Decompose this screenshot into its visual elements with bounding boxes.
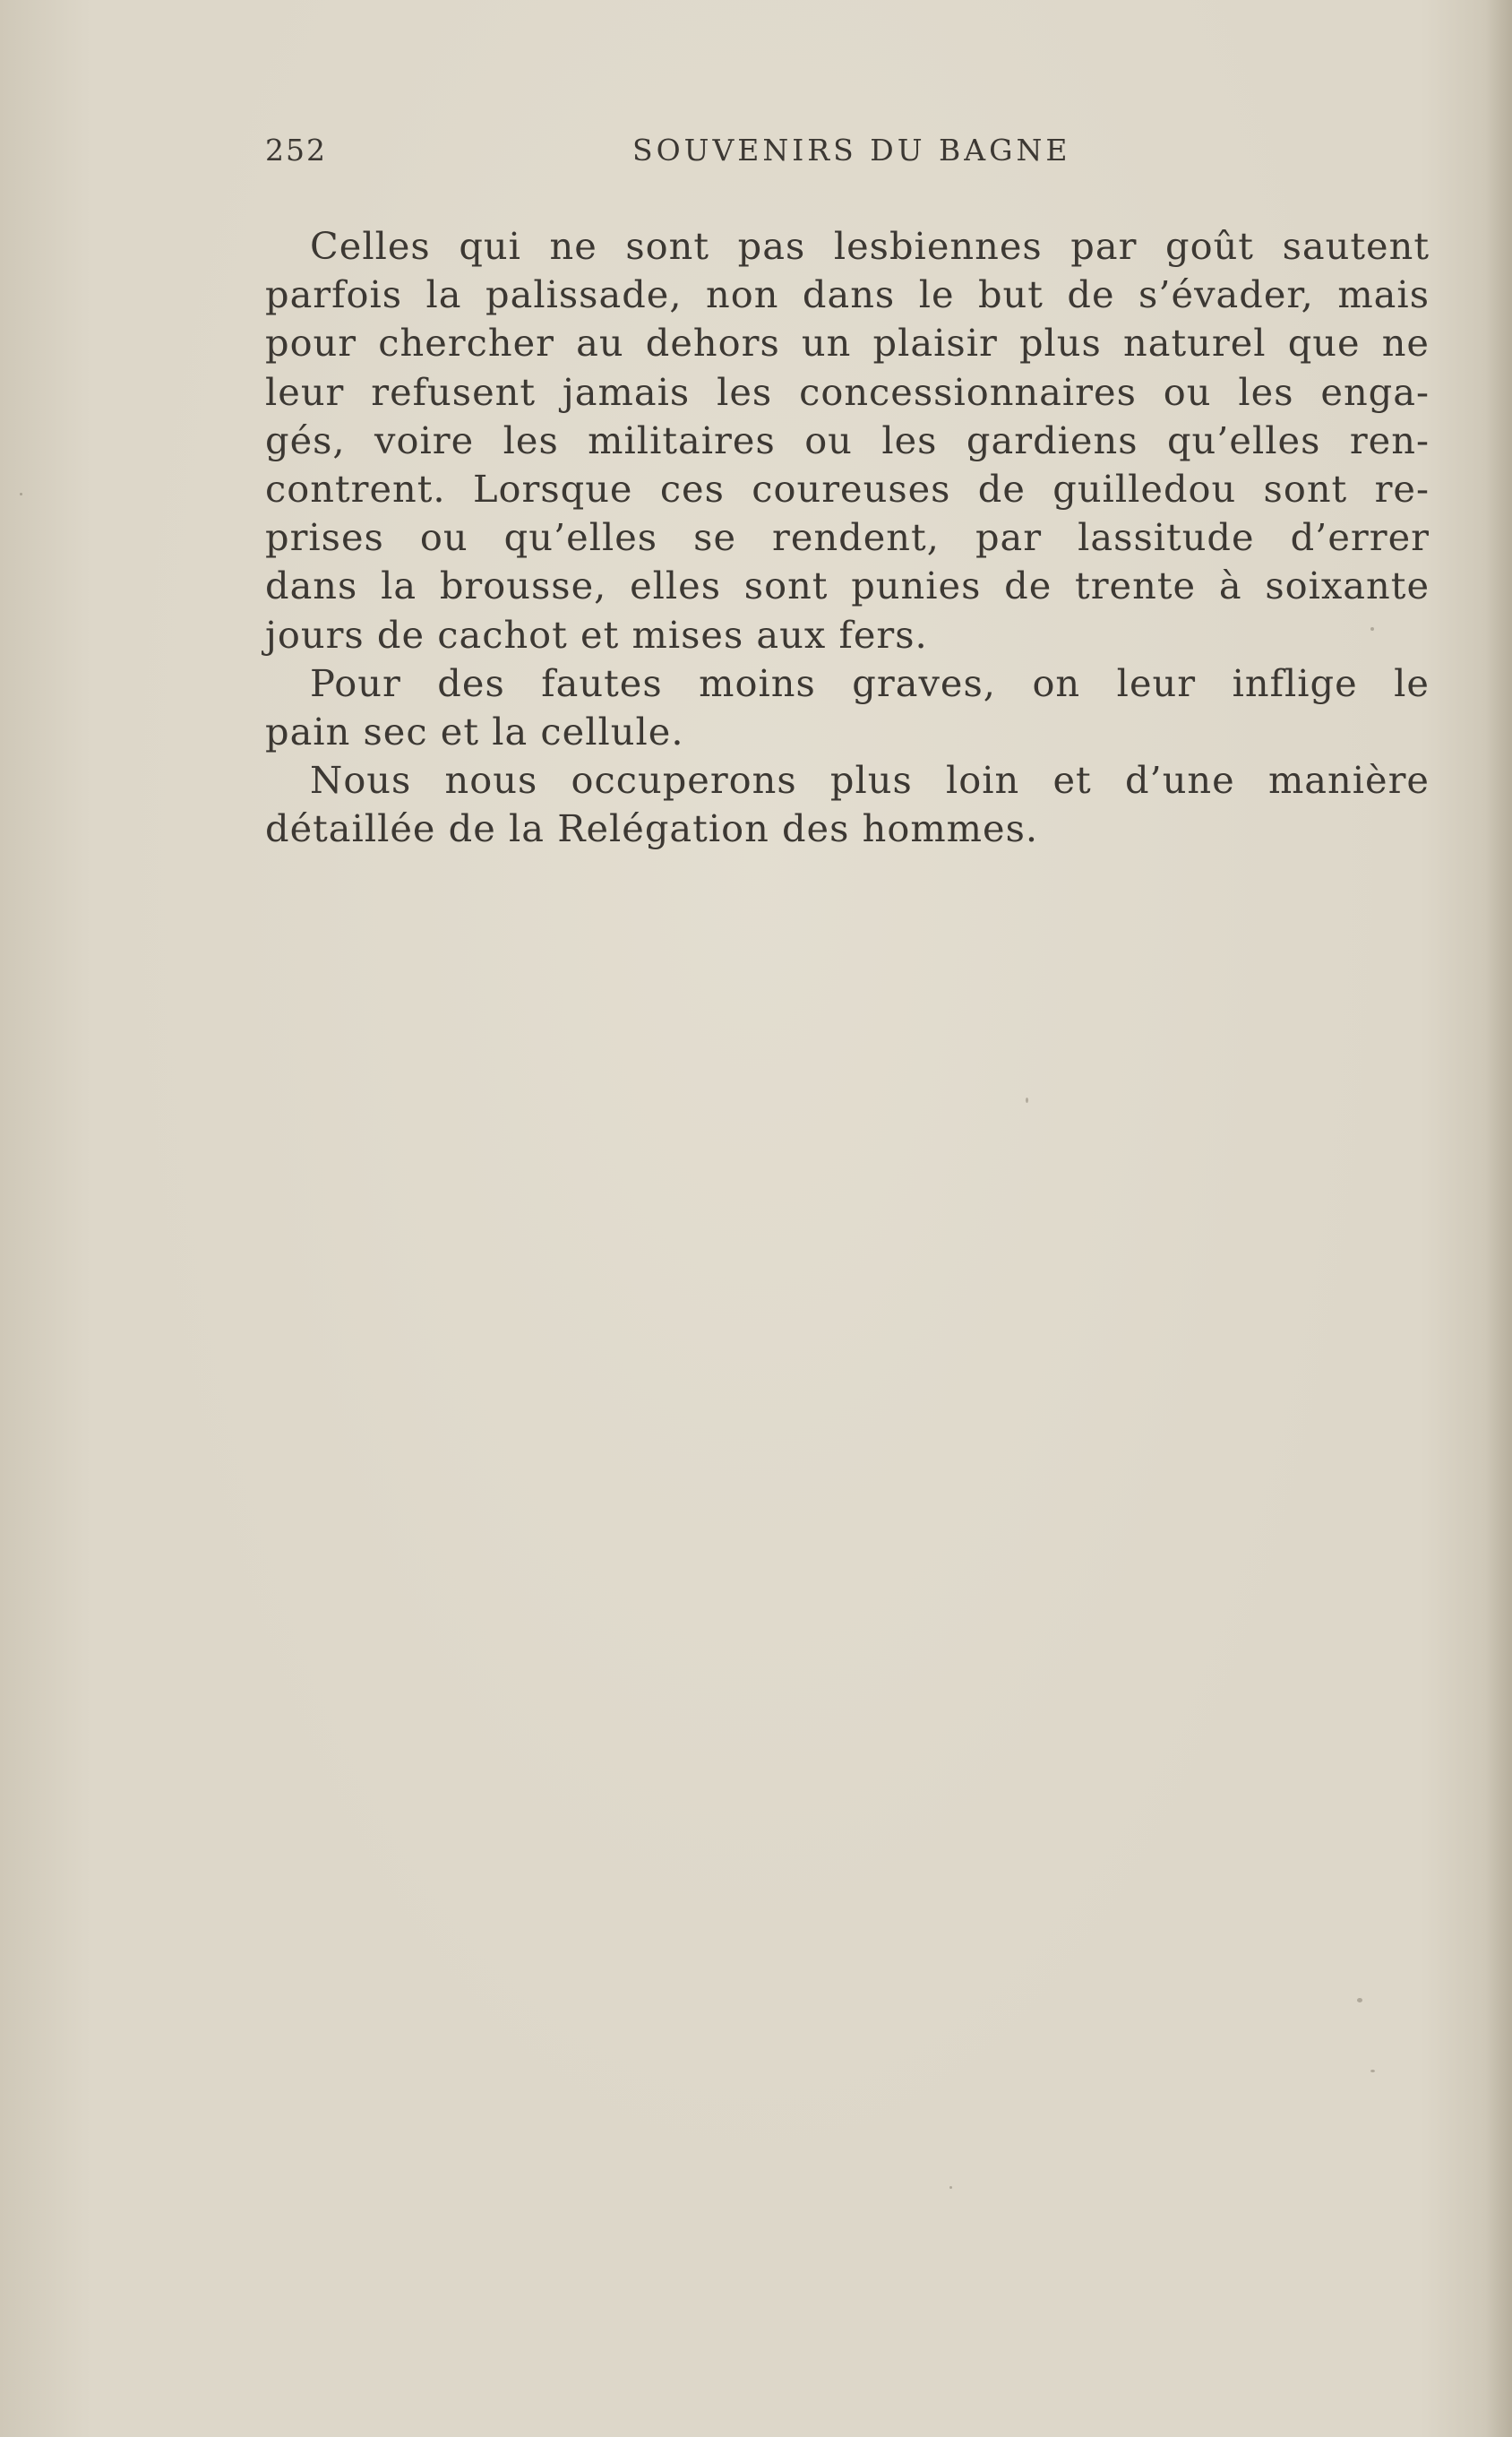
text-line: jours de cachot et mises aux fers. — [265, 612, 928, 657]
paper-speck — [1370, 2070, 1375, 2072]
text-line: leur refusent jamais les concessionnaires ou les enga- — [265, 369, 1430, 414]
page-edge-shadow — [1485, 0, 1512, 2437]
text-line: Pour des fautes moins graves, on leur inflige le — [310, 660, 1430, 705]
paper-speck — [1370, 627, 1374, 631]
text-line: parfois la palissade, non dans le but de s’évader, mais — [265, 272, 1430, 317]
paper-speck — [20, 493, 22, 495]
text-line: Nous nous occuperons plus loin et d’une manière — [310, 758, 1430, 803]
paragraph-1 — [265, 222, 1430, 659]
paragraph-2 — [265, 659, 1430, 756]
text-line: dans la brousse, elles sont punies de trente à soixante — [265, 564, 1430, 608]
text-line: Celles qui ne sont pas lesbiennes par goût sautent — [310, 224, 1430, 268]
paper-speck — [1357, 1998, 1362, 2002]
text-line: prises ou qu’elles se rendent, par lassitude d’errer — [265, 515, 1430, 560]
page-number: 252 — [265, 133, 327, 168]
paragraph-3 — [265, 756, 1430, 853]
text-body — [265, 222, 1430, 854]
text-line: gés, voire les militaires ou les gardiens qu’elles ren- — [265, 418, 1430, 462]
running-header — [265, 133, 1430, 177]
text-line: pour chercher au dehors un plaisir plus naturel que ne — [265, 321, 1430, 366]
running-title: SOUVENIRS DU BAGNE — [632, 133, 1071, 168]
text-line: contrent. Lorsque ces coureuses de guilledou sont re- — [265, 467, 1430, 512]
paper-speck — [949, 2186, 952, 2189]
text-line: détaillée de la Relégation des hommes. — [265, 806, 1039, 851]
text-line: pain sec et la cellule. — [265, 710, 684, 754]
paper-speck — [1026, 1098, 1028, 1103]
